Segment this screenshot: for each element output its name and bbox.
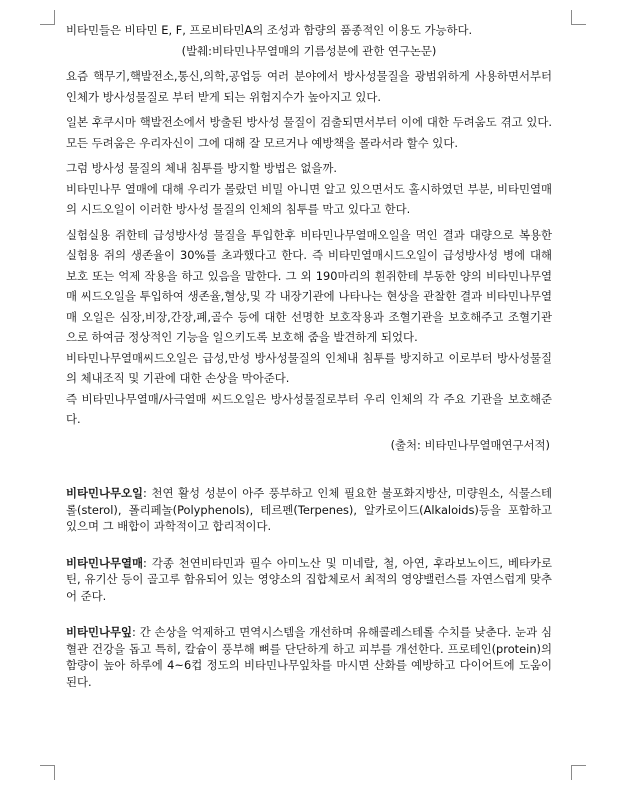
paragraph-7: 즉 비타민나무열매/사극열매 씨드오일은 방사성물질로부터 우리 인체의 각 주요 기관을 보호해준다.	[66, 391, 552, 426]
crop-mark-top-right	[571, 10, 586, 25]
paragraph-2: 일본 후쿠시마 핵발전소에서 방출된 방사성 물질이 검출되면서부터 이에 대한 두려움도 겪고 있다. 모든 두려움은 우리자신이 그에 대해 잘 모르거나 예방책을 몰라서라 할수 있다.	[66, 115, 552, 150]
crop-mark-bottom-right	[571, 765, 586, 780]
section-oil-body: : 천연 활성 성분이 아주 풍부하고 인체 필요한 불포화지방산, 미량원소, 식물스테롤(sterol), 폴리페놀(Polyphenols), 테르펜(Terpenes), 알카로이드(Alkaloids)등을 포함하고 있으며 그 배합이 과학적이고 합리적이다.	[66, 486, 552, 533]
paragraph-3: 그럼 방사성 물질의 체내 침투를 방지할 방법은 없을까.	[66, 161, 338, 175]
document-body	[66, 20, 552, 695]
section-leaf-term: 비타민나무잎	[66, 625, 133, 639]
section-fruit	[66, 555, 552, 605]
crop-mark-bottom-left	[40, 765, 55, 780]
intro-paragraph: 비타민들은 비타민 E, F, 프로비타민A의 조성과 함량의 품종적인 이용도 가능하다.	[66, 23, 473, 37]
section-fruit-term: 비타민나무열매	[66, 555, 144, 570]
crop-mark-top-left	[40, 10, 55, 25]
section-oil	[66, 485, 552, 535]
section-leaf	[66, 624, 552, 690]
excerpt-source: (발췌:비타민나무열매의 기름성분에 관한 연구논문)	[181, 43, 437, 58]
paragraph-5: 실험실용 쥐한테 급성방사성 물질을 투입한후 비타민나무열매오일을 먹인 결과 대량으로 복용한 실험용 쥐의 생존율이 30%를 초과했다고 한다. 즉 비타민열매시드오일이 급성방사성 병에 대해 보호 또는 억제 작용을 하고 있음을 말한다. 그 외 190마리의 흰쥐한테 부동한 양의 비타민나무열매 씨드오일을 투입하여 생존율,혈상,및 각 내장기관에 나타나는 현상을 관찰한 결과 비타민나무열매 오일은 심장,비장,간장,폐,골수 등에 대한 선명한 보호작용과 조혈기관을 보호해주고 조혈기관으로 하여금 정상적인 기능을 일으키도록 보호해 줌을 발견하게 되었다.	[66, 227, 552, 344]
section-leaf-body: : 간 손상을 억제하고 면역시스템을 개선하며 유해콜레스테롤 수치를 낮춘다. 눈과 심혈관 건강을 돕고 특히, 칼슘이 풍부해 뼈를 단단하게 하고 피부를 개선한다. 프로테인(protein)의 함량이 높아 하루에 4~6컵 정도의 비타민나무잎차를 마시면 산화를 예방하고 다이어트에 도움이 된다.	[66, 625, 552, 689]
section-oil-term: 비타민나무오일	[66, 486, 144, 500]
paragraph-4: 비타민나무 열매에 대해 우리가 몰랐던 비밀 아니면 알고 있으면서도 홀시하였던 부분, 비타민열매의 시드오일이 이러한 방사성 물질의 인체의 침투를 막고 있다고 한다.	[66, 181, 552, 216]
paragraph-6: 비타민나무열매씨드오일은 급성,만성 방사성물질의 인체내 침투를 방지하고 이로부터 방사성물질의 체내조직 및 기관에 대한 손상을 막아준다.	[66, 350, 552, 385]
paragraph-1: 요즘 핵무기,핵발전소,통신,의학,공업등 여러 분야에서 방사성물질을 광범위하게 사용하면서부터 인체가 방사성물질로 부터 받게 되는 위험지수가 높아지고 있다.	[66, 69, 552, 104]
source-citation: (출처: 비타민나무열매연구서적)	[390, 437, 550, 452]
section-fruit-body: : 각종 천연비타민과 필수 아미노산 및 미네랄, 철, 아연, 후라보노이드, 베타카로틴, 유기산 등이 골고루 함유되어 있는 영양소의 집합체로서 최적의 영양밸런스를 자연스럽게 맞추어 준다.	[66, 555, 552, 603]
